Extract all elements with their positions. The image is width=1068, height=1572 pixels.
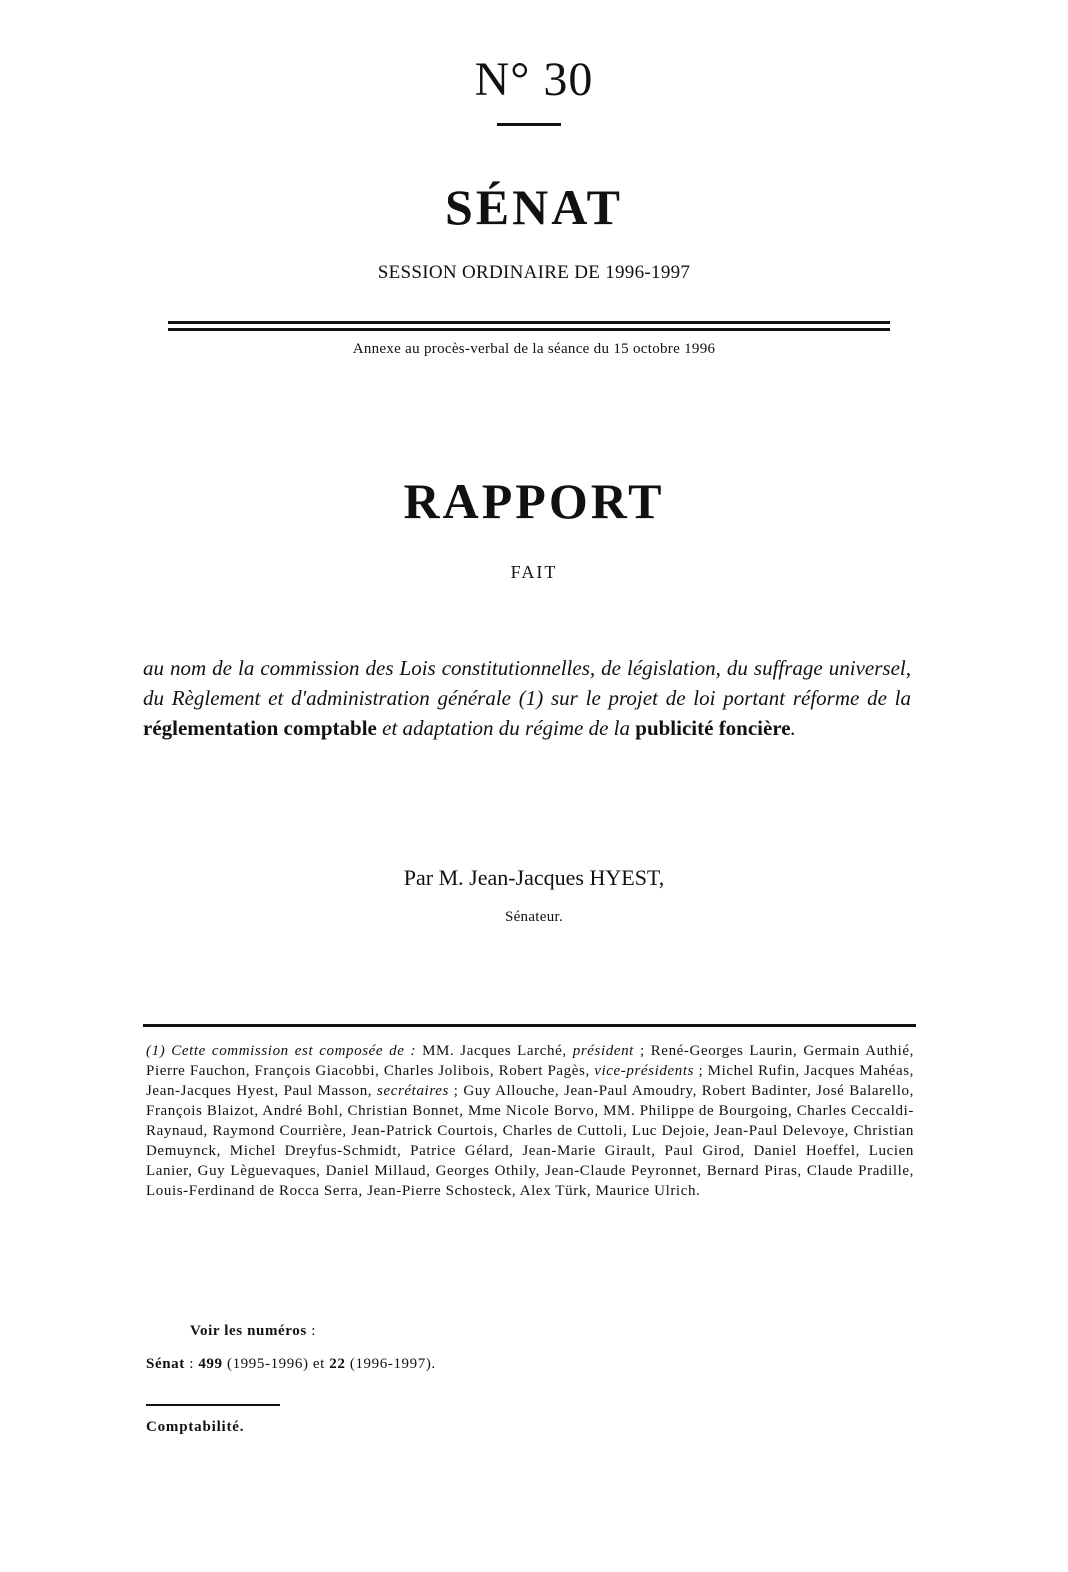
- see-numbers-text: Voir les numéros: [190, 1323, 307, 1339]
- author-role: Sénateur.: [504, 909, 564, 925]
- subject-text-2: et adaptation du régime de la: [376, 716, 636, 740]
- footnote-president: président: [572, 1043, 634, 1059]
- footnote-vice-presidents: vice-présidents: [594, 1063, 695, 1079]
- annexe-line: Annexe au procès-verbal de la séance du 15 octobre 1996: [352, 341, 716, 357]
- chamber-name: SÉNAT: [444, 179, 623, 235]
- footnote-text-4: ; Guy Allouche, Jean-Paul Amoudry, Robert Badinter, José Balarello, François Blaizot, André Bohl, Christian Bonnet, Mme Nicole Borvo, MM. Philippe de Bourgoing, Charles Ceccaldi-Raynaud, Raymond Courrière, Jean-Patrick Courtois, Charles de Cuttoli, Luc Dejoie, Jean-Paul Delevoye, Christian Demuynck, Michel Dreyfus-Schmidt, Patrice Gélard, Jean-Marie Girault, Paul Girod, Daniel Hoeffel, Lucien Lanier, Guy Lèguevaques, Daniel Millaud, Georges Othily, Jean-Claude Peyronnet, Bernard Piras, Claude Pradille, Louis-Ferdinand de Rocca Serra, Jean-Pierre Schosteck, Alex Türk, Maurice Ulrich.: [146, 1083, 914, 1199]
- senate-label: Sénat: [146, 1356, 185, 1372]
- number-underline: [497, 123, 561, 126]
- footnote-secretaries: secrétaires: [377, 1083, 449, 1099]
- report-subject: [143, 653, 911, 743]
- author-name: Jean-Jacques HYEST,: [469, 865, 665, 890]
- footnote-text-3: ; Michel Rufin, Jacques Mahéas, Jean-Jacques Hyest, Paul Masson,: [146, 1063, 914, 1099]
- report-number: N° 30: [474, 53, 594, 106]
- subject-text-1: au nom de la commission des Lois constitutionnelles, de législation, du suffrage universel, du Règlement et d'administration générale (1) sur le projet de loi portant réforme de la: [143, 656, 911, 710]
- footnote-rule: [143, 1024, 916, 1027]
- see-numbers-colon: :: [306, 1323, 316, 1339]
- subject-text-3: .: [790, 716, 796, 740]
- ref-number-2: 22: [329, 1356, 346, 1372]
- author-line: [0, 865, 1068, 891]
- category-label: Comptabilité.: [146, 1419, 245, 1435]
- footnote-text-1: MM. Jacques Larché,: [416, 1043, 573, 1059]
- footnote-intro: (1) Cette commission est composée de :: [146, 1043, 417, 1059]
- author-prefix: Par M.: [403, 865, 464, 890]
- footnote-text-2: ; René-Georges Laurin, Germain Authié, Pierre Fauchon, François Giacobbi, Charles Jolibois, Robert Pagès,: [146, 1043, 914, 1079]
- see-numbers-label: [190, 1323, 316, 1340]
- header-rule-top: [168, 321, 890, 324]
- refs-colon: :: [184, 1356, 199, 1372]
- category-rule: [146, 1404, 280, 1406]
- subject-bold-1: réglementation comptable: [143, 716, 377, 740]
- session-line: SESSION ORDINAIRE DE 1996-1997: [377, 262, 691, 283]
- senate-references: [146, 1356, 436, 1373]
- header-rule-bottom: [168, 328, 890, 331]
- commission-footnote: [146, 1041, 914, 1201]
- ref-text-2: (1996-1997).: [345, 1356, 436, 1372]
- report-subtitle: FAIT: [510, 562, 558, 582]
- ref-text-1: (1995-1996) et: [222, 1356, 330, 1372]
- report-title: RAPPORT: [403, 473, 665, 529]
- subject-bold-2: publicité foncière: [635, 716, 791, 740]
- ref-number-1: 499: [198, 1356, 223, 1372]
